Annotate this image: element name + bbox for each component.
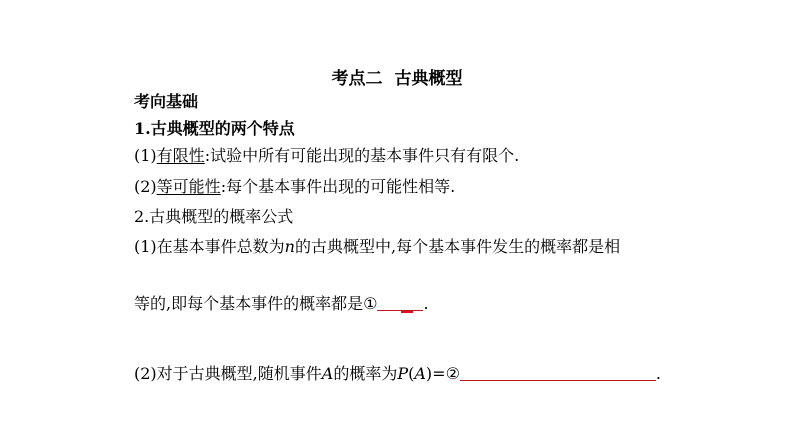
item2-p1-var: n [284,237,295,256]
item2-p2-paren-open: ( [408,364,415,383]
item1-line2-prefix: (2) [134,177,157,196]
section-heading: 考向基础 [134,92,199,111]
item2-p1-cont-text: 等的,即每个基本事件的概率都是 [134,294,364,313]
blank1-end: . [423,294,429,313]
item2-p2-part1: (2)对于古典概型,随机事件 [134,364,322,383]
item1-line2-text: :每个基本事件出现的可能性相等. [220,177,456,196]
fill-blank-1[interactable] [377,295,423,309]
item1-heading: 1.古典概型的两个特点 [134,119,295,138]
blank2-marker: ② [445,364,460,383]
fill-blank-2[interactable] [460,365,656,379]
item1-line2-term: 等可能性 [156,177,221,196]
item2-p2-paren-close: )= [425,364,446,383]
item1-line1-prefix: (1) [134,146,157,165]
item1-line1-term: 有限性 [156,146,205,165]
item1-line1 [134,146,519,166]
item2-p1 [134,237,620,257]
blank2-end: . [655,364,662,383]
blank1-red-mark [401,311,413,313]
item1-line2 [134,177,455,197]
title-part2: 古典概型 [394,69,463,89]
title-part1: 考点二 [331,69,383,89]
blank1-marker: ① [363,294,378,313]
blank2-line [460,380,656,381]
item1-line1-text: :试验中所有可能出现的基本事件只有有限个. [204,146,520,165]
item2-p1-part1: (1)在基本事件总数为 [134,237,285,256]
item2-p2-part2: 的概率为 [333,364,398,383]
item2-p1-part2: 的古典概型中,每个基本事件发生的概率都是相 [294,237,621,256]
item2-p1-cont [134,294,429,314]
item2-heading: 2.古典概型的概率公式 [134,207,294,226]
item2-p2-varA2: A [414,364,426,383]
item2-p2 [134,364,661,384]
page-title [0,68,794,90]
item2-p2-P: P [397,364,409,383]
item2-p2-varA: A [321,364,334,383]
blank1-line [377,310,423,311]
